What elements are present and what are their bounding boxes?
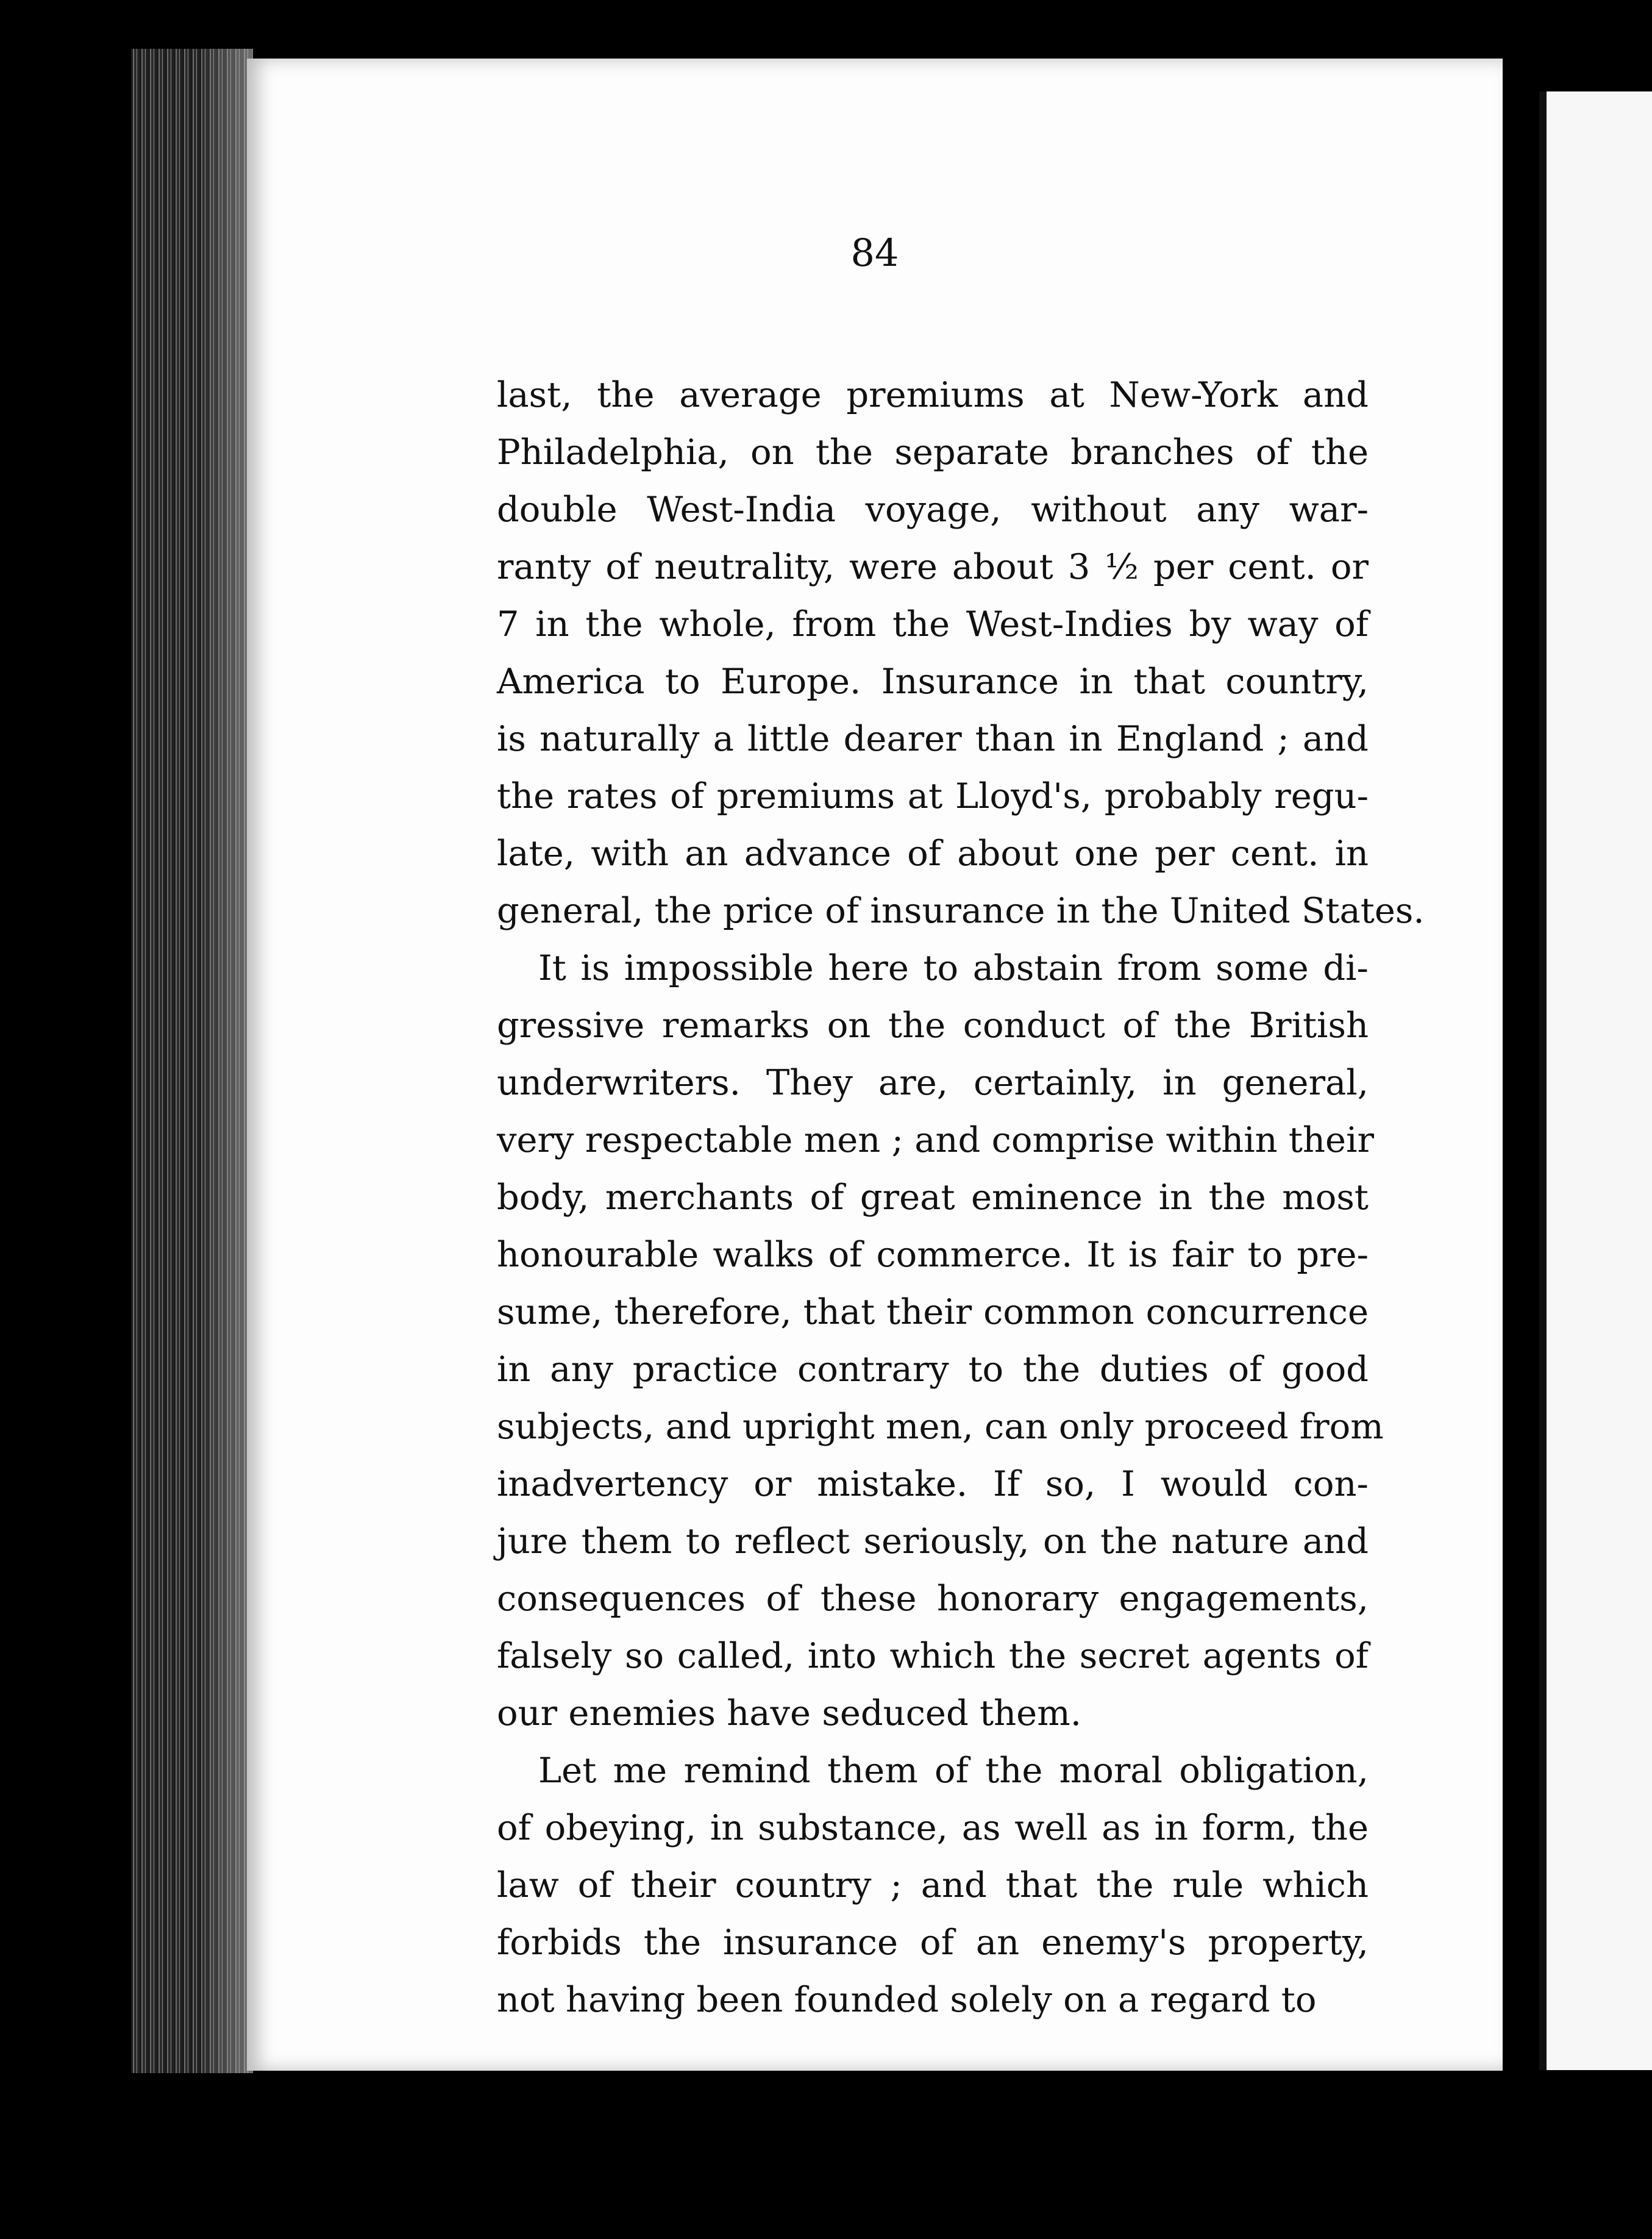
text-line: underwriters. They are, certainly, in general, (497, 1062, 1369, 1103)
text-line: of obeying, in substance, as well as in form, the (497, 1807, 1369, 1848)
text-line: consequences of these honorary engagements, (497, 1578, 1369, 1619)
text-line: body, merchants of great eminence in the most (497, 1177, 1369, 1218)
text-line: late, with an advance of about one per cent. in (497, 833, 1369, 874)
paragraph (497, 1742, 1369, 2029)
book-page (247, 59, 1503, 2071)
text-line: forbids the insurance of an enemy's property, (497, 1922, 1369, 1963)
text-line: inadvertency or mistake. If so, I would con- (497, 1463, 1369, 1504)
text-line: It is impossible here to abstain from some di- (538, 948, 1369, 988)
text-line: law of their country ; and that the rule which (497, 1865, 1369, 1905)
text-line: very respectable men ; and comprise within their (497, 1120, 1374, 1160)
text-line: sume, therefore, that their common concurrence (497, 1291, 1369, 1332)
text-line: ranty of neutrality, were about 3 ½ per cent. or (497, 546, 1369, 587)
text-line: 7 in the whole, from the West-Indies by way of (497, 604, 1369, 645)
facing-page-edge (1539, 91, 1652, 2070)
text-line: is naturally a little dearer than in England ; and (497, 718, 1369, 759)
text-line: Let me remind them of the moral obligation, (538, 1750, 1369, 1791)
page-number: 84 (850, 230, 899, 275)
text-line: general, the price of insurance in the United States. (497, 890, 1425, 931)
text-line: not having been founded solely on a regard to (497, 1979, 1317, 2020)
text-line: Philadelphia, on the separate branches of the (497, 432, 1369, 473)
body-text (497, 366, 1425, 2029)
text-line: in any practice contrary to the duties of good (497, 1349, 1369, 1390)
text-line: gressive remarks on the conduct of the British (497, 1005, 1369, 1046)
page-edges (131, 49, 253, 2073)
text-line: last, the average premiums at New-York and (497, 374, 1369, 415)
paragraph (497, 940, 1384, 1742)
text-line: the rates of premiums at Lloyd's, probably regu- (497, 776, 1369, 816)
text-line: jure them to reflect seriously, on the nature and (497, 1521, 1369, 1562)
paragraph (497, 366, 1425, 940)
text-line: double West-India voyage, without any war- (497, 489, 1369, 530)
text-line: our enemies have seduced them. (497, 1693, 1081, 1734)
text-line: subjects, and upright men, can only proceed from (497, 1406, 1384, 1447)
text-line: falsely so called, into which the secret agents of (497, 1635, 1369, 1676)
text-line: honourable walks of commerce. It is fair to pre- (497, 1234, 1369, 1275)
text-line: America to Europe. Insurance in that country, (497, 661, 1369, 702)
